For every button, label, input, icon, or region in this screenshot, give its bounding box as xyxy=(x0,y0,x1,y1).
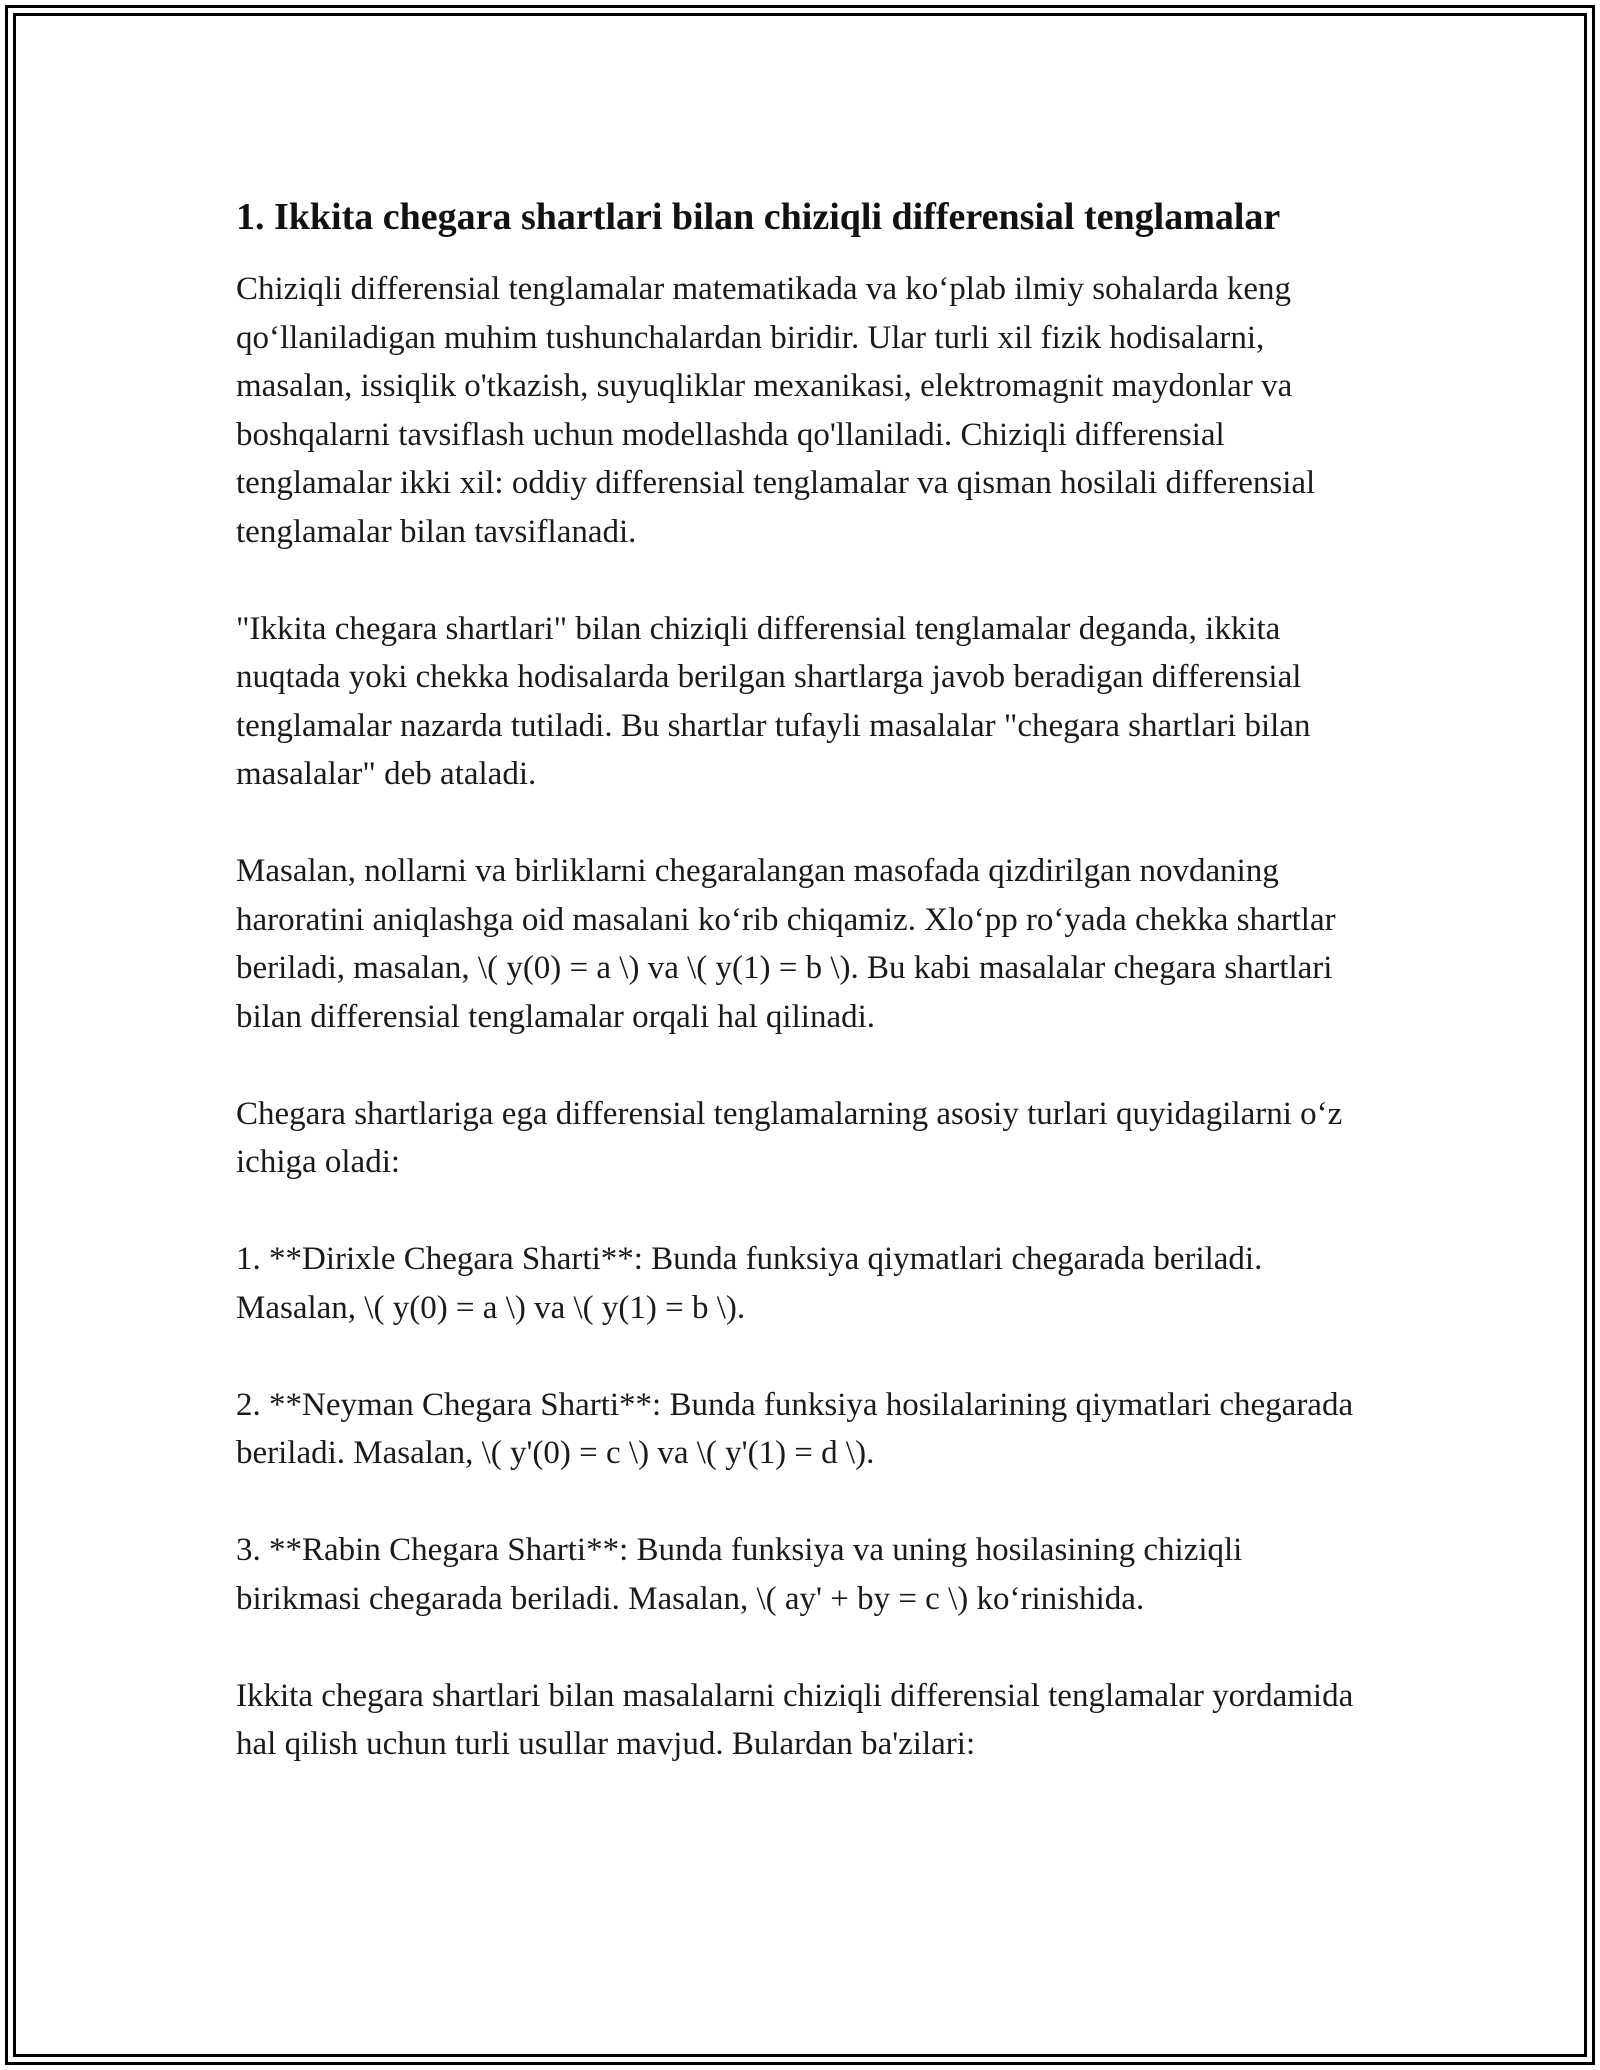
paragraph-intro: Chiziqli differensial tenglamalar matematikada va ko‘plab ilmiy sohalarda keng qo‘llaniladigan muhim tushunchalardan biridir. Ular turli xil fizik hodisalarni, masalan, issiqlik o'tkazish, suyuqliklar mexanikasi, elektromagnit maydonlar va boshqalarni tavsiflash uchun modellashda qo'llaniladi. Chiziqli differensial tenglamalar ikki xil: oddiy differensial tenglamalar va qisman hosilali differensial tenglamalar bilan tavsiflanadi. xyxy=(236,271,1316,550)
list-item-dirichlet: 1. **Dirixle Chegara Sharti**: Bunda funksiya qiymatlari chegarada beriladi. Masalan, \( y(0) = a \) va \( y(1) = b \). xyxy=(236,1241,1263,1326)
list-item-robin: 3. **Rabin Chegara Sharti**: Bunda funksiya va uning hosilasining chiziqli birikmasi chegarada beriladi. Masalan, \( ay' + by = c \) ko‘rinishida. xyxy=(236,1532,1243,1617)
list-item-neumann: 2. **Neyman Chegara Sharti**: Bunda funksiya hosilalarining qiymatlari chegarada beriladi. Masalan, \( y'(0) = c \) va \( y'(1) = d \). xyxy=(236,1386,1354,1471)
paragraph-methods-intro: Ikkita chegara shartlari bilan masalalarni chiziqli differensial tenglamalar yordamida hal qilish uchun turli usullar mavjud. Bulardan ba'zilari: xyxy=(236,1677,1354,1762)
paragraph-example: Masalan, nollarni va birliklarni chegaralangan masofada qizdirilgan novdaning haroratini aniqlashga oid masalani ko‘rib chiqamiz. Xlo‘pp ro‘yada chekka shartlar beriladi, masalan, \( y(0) = a \) va \( y(1) = b \). Bu kabi masalalar chegara shartlari bilan differensial tenglamalar orqali hal qilinadi. xyxy=(236,853,1336,1035)
paragraph-two-boundary-definition: "Ikkita chegara shartlari" bilan chiziqli differensial tenglamalar deganda, ikkita nuqtada yoki chekka hodisalarda berilgan shartlarga javob beradigan differensial tenglamalar nazarda tutiladi. Bu shartlar tufayli masalalar "chegara shartlari bilan masalalar" deb ataladi. xyxy=(236,610,1311,792)
section-heading: 1. Ikkita chegara shartlari bilan chiziqli differensial tenglamalar xyxy=(236,196,1281,238)
document-body xyxy=(236,190,1366,1817)
paragraph-types-intro: Chegara shartlariga ega differensial tenglamalarning asosiy turlari quyidagilarni o‘z ichiga oladi: xyxy=(236,1095,1343,1180)
